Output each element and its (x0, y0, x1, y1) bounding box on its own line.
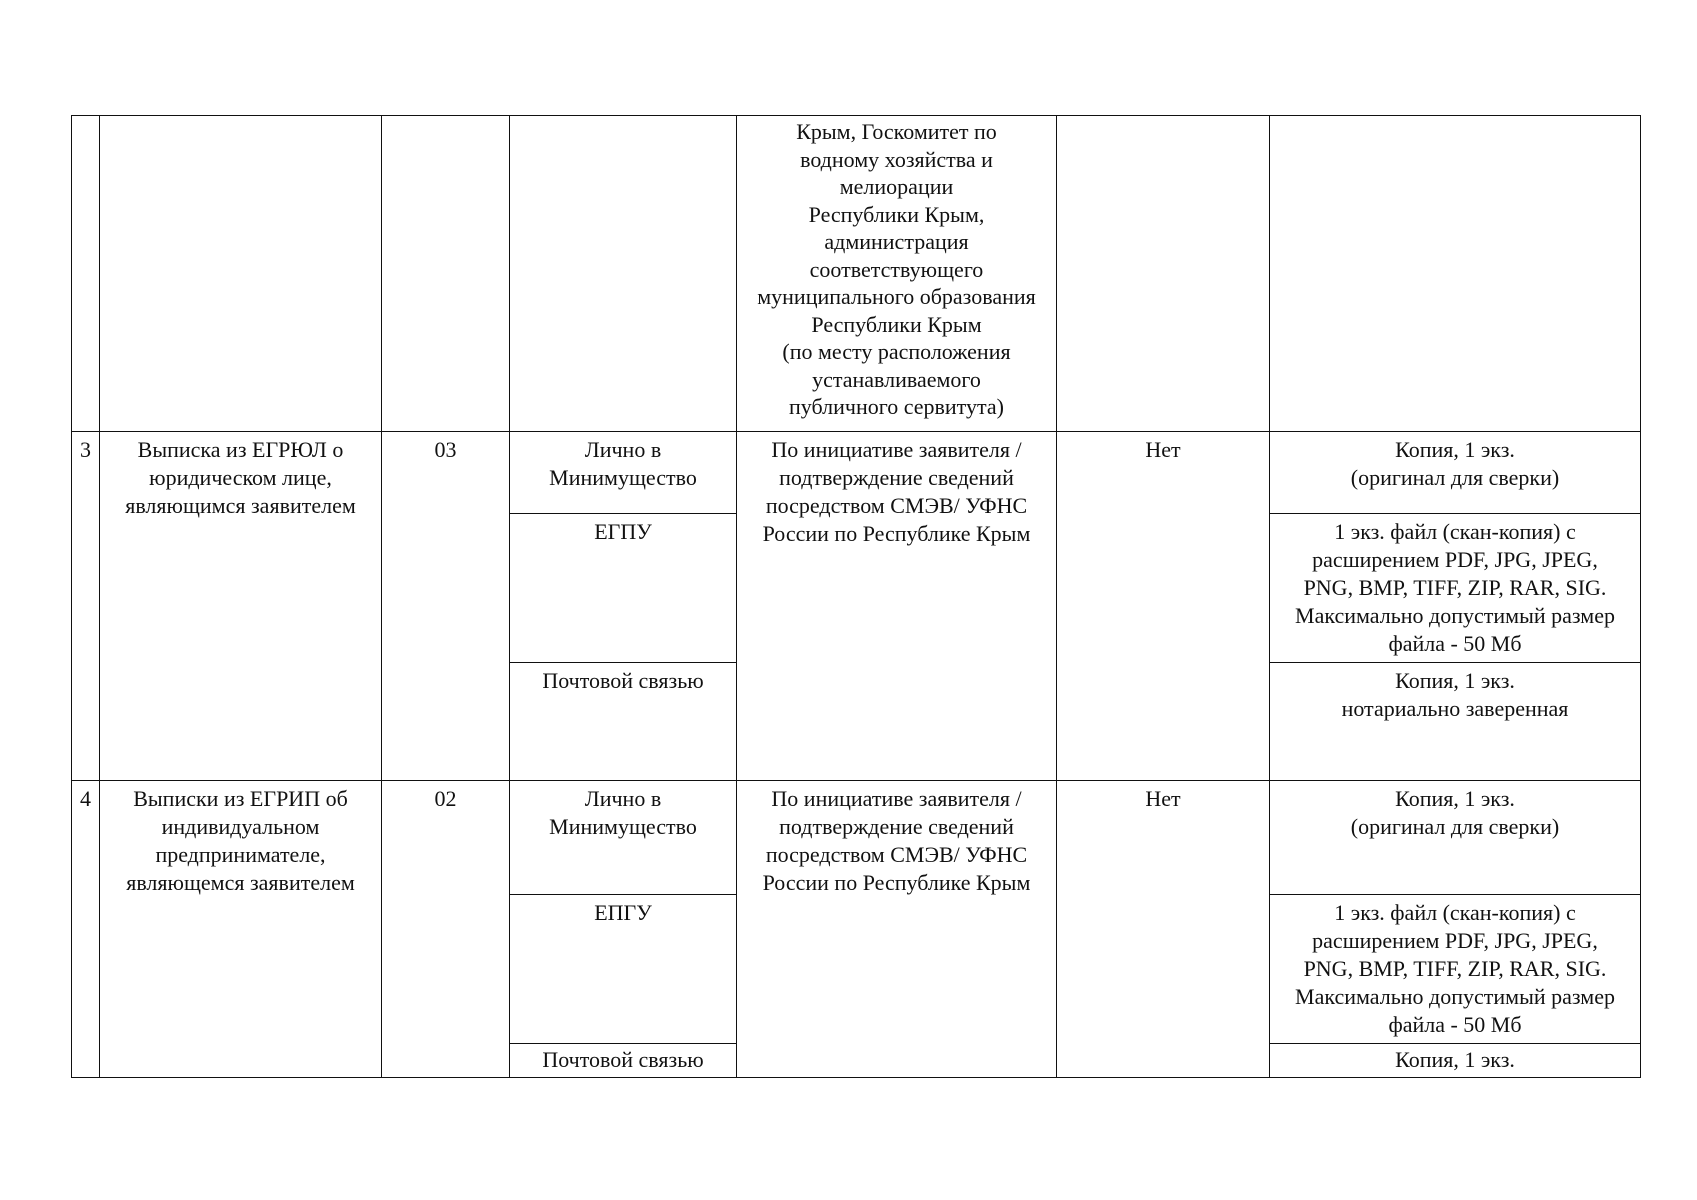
text-line: (оригинал для сверки) (1350, 814, 1560, 839)
text-line: России по Республике Крым (762, 870, 1031, 895)
method-cell (510, 514, 737, 663)
required-cell (1057, 116, 1270, 432)
table-row (72, 116, 1641, 432)
code-cell: 02 (382, 781, 510, 1078)
text-line: Максимально допустимый размер (1295, 603, 1615, 628)
text-line: устанавливаемого (812, 366, 981, 392)
code-cell: 03 (382, 432, 510, 781)
text-line: Почтовой связью (542, 668, 704, 693)
text-line: предпринимателе, (155, 842, 326, 867)
method-cell (510, 1044, 737, 1078)
text-line: юридическом лице, (149, 465, 332, 490)
text-line: подтверждение сведений (779, 814, 1014, 839)
form-cell (1270, 781, 1641, 895)
document-name-cell (100, 781, 382, 1078)
form-cell (1270, 514, 1641, 663)
method-cell (510, 663, 737, 781)
text-line: являющемся заявителем (126, 870, 355, 895)
text-line: Копия, 1 экз. (1395, 668, 1515, 693)
documents-table (71, 115, 1641, 1078)
row-number: 3 (72, 432, 100, 781)
text-line: муниципального образования (757, 284, 1036, 309)
document-name-cell (100, 116, 382, 432)
text-line: публичного сервитута) (789, 394, 1004, 419)
text-line: расширением PDF, JPG, JPEG, (1312, 928, 1598, 953)
text-line: Лично в (584, 437, 662, 462)
text-line: По инициативе заявителя / (771, 437, 1022, 462)
code-cell (382, 116, 510, 432)
number-cell (72, 116, 100, 432)
table-row (72, 432, 1641, 514)
table-row (72, 781, 1641, 895)
form-cell (1270, 895, 1641, 1044)
text-line: Минимущество (549, 465, 697, 490)
text-line: Выписка из ЕГРЮЛ о (137, 437, 344, 462)
text-line: ЕПГУ (594, 900, 652, 925)
provider-cell (737, 781, 1057, 1078)
text-line: Максимально допустимый размер (1295, 984, 1615, 1009)
text-line: являющимся заявителем (125, 493, 356, 518)
text-line: Лично в (584, 786, 662, 811)
form-cell (1270, 116, 1641, 432)
text-line: PNG, BMP, TIFF, ZIP, RAR, SIG. (1303, 956, 1607, 981)
text-line: посредством СМЭВ/ УФНС (765, 842, 1028, 867)
text-line: соответствующего (809, 256, 984, 282)
text-line: Республики Крым, (808, 201, 985, 227)
form-cell (1270, 1044, 1641, 1078)
text-line: расширением PDF, JPG, JPEG, (1312, 547, 1598, 572)
text-line: России по Республике Крым (762, 521, 1031, 546)
text-line: Почтовой связью (542, 1047, 704, 1072)
text-line: посредством СМЭВ/ УФНС (765, 493, 1028, 518)
text-line: (оригинал для сверки) (1350, 465, 1560, 490)
text-line: Выписки из ЕГРИП об (133, 786, 348, 811)
text-line: Копия, 1 экз. (1395, 786, 1515, 811)
text-line: Копия, 1 экз. (1395, 437, 1515, 462)
provider-cell (737, 432, 1057, 781)
text-line: ЕГПУ (594, 519, 652, 544)
text-line: По инициативе заявителя / (771, 786, 1022, 811)
method-cell (510, 432, 737, 514)
required-cell: Нет (1057, 432, 1270, 781)
text-line: подтверждение сведений (779, 465, 1014, 490)
provider-cell (737, 116, 1057, 432)
text-line: (по месту расположения (782, 339, 1011, 364)
text-line: 1 экз. файл (скан-копия) с (1334, 900, 1576, 925)
form-cell (1270, 663, 1641, 781)
text-line: 1 экз. файл (скан-копия) с (1334, 519, 1576, 544)
text-line: Минимущество (549, 814, 697, 839)
text-line: индивидуальном (161, 814, 320, 839)
method-cell (510, 116, 737, 432)
text-line: нотариально заверенная (1341, 696, 1569, 721)
text-line: Копия, 1 экз. (1395, 1047, 1515, 1072)
text-line: Крым, Госкомитет по (796, 119, 997, 144)
document-name-cell (100, 432, 382, 781)
text-line: PNG, BMP, TIFF, ZIP, RAR, SIG. (1303, 575, 1607, 600)
text-line: водному хозяйства и (800, 146, 993, 172)
method-cell (510, 895, 737, 1044)
text-line: мелиорации (839, 174, 954, 199)
form-cell (1270, 432, 1641, 514)
method-cell (510, 781, 737, 895)
text-line: файла - 50 Мб (1388, 1012, 1522, 1037)
required-cell: Нет (1057, 781, 1270, 1078)
row-number: 4 (72, 781, 100, 1078)
text-line: администрация (824, 229, 969, 254)
text-line: Республики Крым (811, 311, 982, 337)
text-line: файла - 50 Мб (1388, 631, 1522, 656)
